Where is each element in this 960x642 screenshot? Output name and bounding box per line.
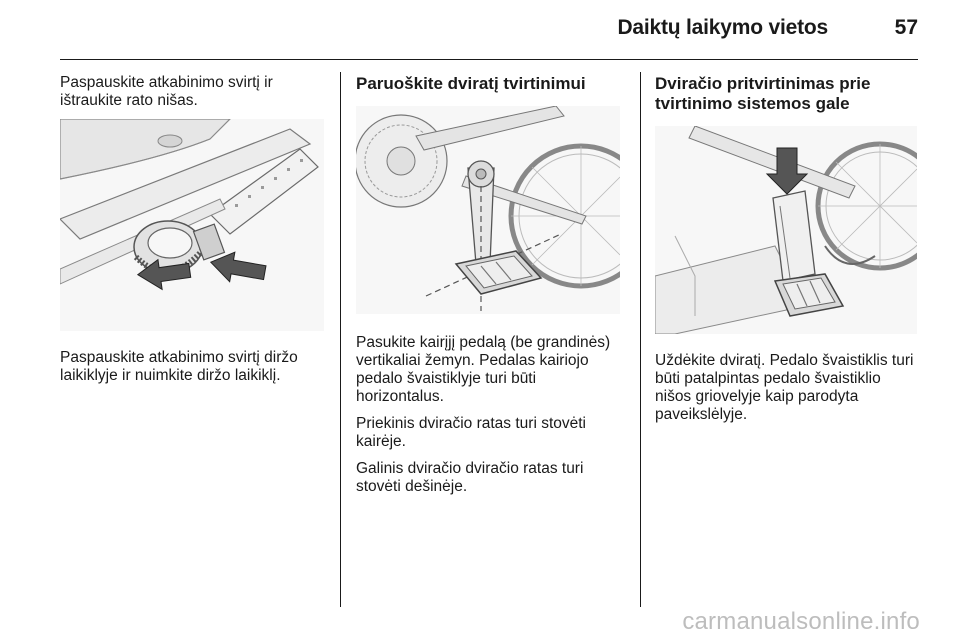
instruction-text: Galinis dviračio dviračio ratas turi stovėti dešinėje. xyxy=(356,460,584,495)
instruction-text: Paspauskite atkabinimo svirtį diržo laikiklyje ir nuimkite diržo laikiklį. xyxy=(60,349,298,384)
column-divider-2 xyxy=(640,72,641,607)
section-heading: Dviračio pritvirtinimas prie tvirtinimo sistemos gale xyxy=(655,74,871,113)
page-number: 57 xyxy=(894,16,918,39)
pedal-position-illustration xyxy=(356,106,620,314)
column-1 xyxy=(60,74,328,394)
column-2 xyxy=(356,74,632,505)
header-rule xyxy=(60,59,918,60)
bike-attachment-illustration xyxy=(655,126,917,334)
column-3 xyxy=(655,74,930,433)
column-divider-1 xyxy=(340,72,341,607)
watermark: carmanualsonline.info xyxy=(682,608,920,635)
running-header-title: Daiktų laikymo vietos xyxy=(617,16,828,39)
instruction-text: Pasukite kairįjį pedalą (be grandinės) vertikaliai žemyn. Pedalas kairiojo pedalo švaistiklyje turi būti horizontalus. xyxy=(356,334,611,405)
instruction-text: Uždėkite dviratį. Pedalo švaistiklis turi būti patalpintas pedalo švaistiklio nišos griovelyje kaip parodyta paveikslėlyje. xyxy=(655,352,914,423)
instruction-text: Priekinis dviračio ratas turi stovėti kairėje. xyxy=(356,415,586,450)
section-heading: Paruoškite dviratį tvirtinimui xyxy=(356,74,586,93)
release-lever-illustration xyxy=(60,119,324,331)
instruction-text: Paspauskite atkabinimo svirtį ir ištraukite rato nišas. xyxy=(60,74,273,109)
